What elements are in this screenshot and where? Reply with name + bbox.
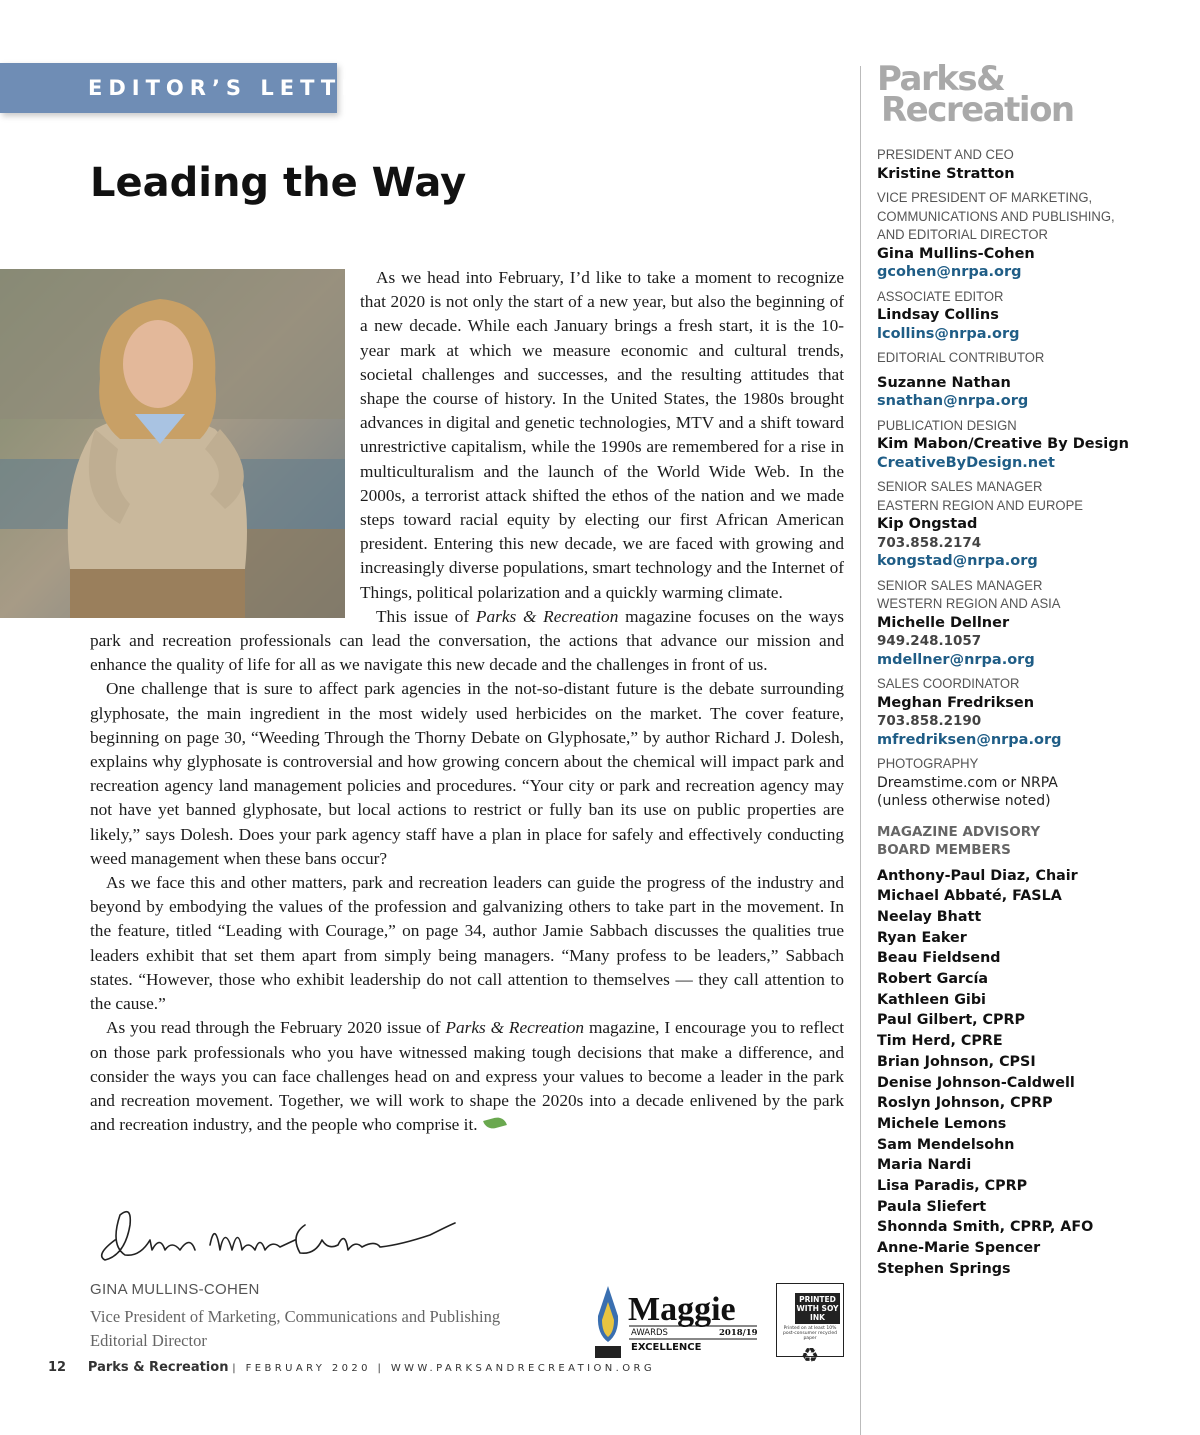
svg-text:2018/19: 2018/19: [719, 1328, 758, 1338]
paragraph-5: As you read through the February 2020 issue of Parks & Recreation magazine, I encourage you to reflect on those park professionals who you have witnessed making tough decisions that make a difference, and consider the ways you can face challenges head on and express your values to become a leader in the park and recreation movement. Together, we will work to shape the 2020s into a decade enlivened by the park and recreation industry, and the people who comprise it.: [90, 1018, 845, 1135]
list-item: Shonnda Smith, CPRP, AFO: [877, 1219, 1094, 1236]
advisory-board-heading: MAGAZINE ADVISORY BOARD MEMBERS: [877, 823, 1041, 858]
handwritten-signature: [90, 1195, 470, 1275]
email-link[interactable]: lcollins@nrpa.org: [877, 325, 1020, 342]
page-title: Leading the Way: [90, 160, 467, 206]
list-item: Kathleen Gibi: [877, 991, 986, 1008]
footer-date-url: | FEBRUARY 2020 | WWW.PARKSANDRECREATION.ORG: [232, 1363, 655, 1374]
signature-name: GINA MULLINS-COHEN: [90, 1281, 260, 1298]
list-item: Michele Lemons: [877, 1115, 1007, 1132]
photo-wrap-spacer: [90, 266, 360, 628]
email-link[interactable]: gcohen@nrpa.org: [877, 264, 1022, 280]
leaf-icon: [483, 1115, 507, 1130]
page-footer: [48, 1360, 655, 1375]
signature-title: Vice President of Marketing, Communications and Publishing Editorial Director: [90, 1307, 501, 1350]
paragraph-1: As we head into February, I’d like to take a moment to recognize that 2020 is not only the start of a new year, but also the beginning of a new decade. While each January brings a fresh start, it is the 10-year mark at which we measure economic and cultural trends, societal challenges and successes, and the resulting attitudes that shape the course of history. In the United States, the 1980s brought advances in digital and genetic technologies, MTV and a shift toward unrestrictive capitalism, while the 1990s are remembered for a rise in multiculturalism and the launch of the World Wide Web. In the 2000s, a terrorist attack shifted the ethos of the nation and we made steps toward racial equity by electing our first African American president. Entering this new decade, we are faced with growing and increasingly diverse populations, smart technology and the Internet of Things, political polarization and a quickly warming climate.: [360, 268, 844, 602]
svg-text:AWARDS: AWARDS: [631, 1328, 668, 1338]
list-item: Michael Abbaté, FASLA: [877, 888, 1062, 905]
list-item: Paula Sliefert: [877, 1198, 987, 1215]
parks-recreation-logo: Parks& Recreation: [877, 59, 1074, 130]
list-item: Anne-Marie Spencer: [877, 1240, 1041, 1257]
footer-magazine: Parks & Recreation: [87, 1360, 229, 1375]
email-link[interactable]: mdellner@nrpa.org: [877, 651, 1035, 668]
masthead: Parks& Recreation PRESIDENT AND CEO Kristine Stratton VICE PRESIDENT OF MARKETING, COMMUNICATIONS AND PUBLISHING, AND EDITORIAL DIRECTOR Gina Mullins-Cohen gcohen@nrpa.org ASSOCIATE EDITOR Lindsay Collins lcollins@nrpa.org EDITORIAL CONTRIBUTOR Suzanne Nathan snathan@nrpa.org PUBLICATION DESIGN Kim Mabon/Creative By Design CreativeByDesign.net SENIOR SALES MANAGER EASTERN REGION AND EUROPE Kip Ongstad 703.858.2174 kongstad@nrpa.org SENIOR SALES MANAGER WESTERN REGION AND ASIA Michelle Dellner 949.248.1057 mdellner@nrpa.org SALES COORDINATOR Meghan Fredriksen 703.858.2190 mfredriksen@nrpa.org PHOTOGRAPHY Dreamstime.com or NRPA (unless otherwise noted) MAGAZINE ADVISORY BOARD MEMBERS Anthony-Paul Diaz, Chair Michael Abbaté, FASLA Neelay Bhatt Ryan Eaker Beau Fieldsend Robert García Kathleen Gibi Paul Gilbert, CPRP Tim Herd, CPRE Brian Johnson, CPSI Denise Johnson-Caldwell Roslyn Johnson, CPRP Michele Lemons Sam Mendelsohn Maria Nardi Lisa Paradis, CPRP Paula Sliefert Shonnda Smith, CPRP, AFO Anne-Marie Spencer Stephen Springs: [877, 64, 1187, 1280]
email-link[interactable]: snathan@nrpa.org: [877, 393, 1029, 409]
email-link[interactable]: mfredriksen@nrpa.org: [877, 731, 1062, 748]
article-body: [90, 266, 844, 1137]
list-item: Brian Johnson, CPSI: [877, 1053, 1036, 1070]
list-item: Anthony-Paul Diaz, Chair: [877, 867, 1078, 884]
website-link[interactable]: CreativeByDesign.net: [877, 454, 1055, 471]
list-item: Robert García: [877, 971, 989, 988]
page-number: 12: [48, 1360, 67, 1375]
maggie-awards-logo: [595, 1282, 765, 1360]
list-item: Paul Gilbert, CPRP: [877, 1012, 1026, 1029]
list-item: Neelay Bhatt: [877, 908, 982, 925]
list-item: Maria Nardi: [877, 1157, 972, 1174]
email-link[interactable]: kongstad@nrpa.org: [877, 553, 1038, 569]
paragraph-2: This issue of Parks & Recreation magazine focuses on the ways park and recreation professionals can lead the conversation, the actions that advance our mission and enhance the quality of life for all as we navigate this new decade and the challenges in front of us.: [90, 606, 844, 675]
paragraph-4: As we face this and other matters, park and recreation leaders can guide the progress of the industry and beyond by embodying the values of the profession and galvanizing others to take part in the movement. In the feature, titled “Leading with Courage,” on page 34, author Jamie Sabbach discusses the qualities true leaders exhibit that set them apart from simply being managers. “Many profess to be leaders,” Sabbach states. “However, those who exhibit leadership do not call attention to themselves — they call attention to the cause.”: [90, 873, 844, 1014]
svg-text:Maggie: Maggie: [628, 1291, 736, 1328]
section-banner: EDITOR’S LETTER: [0, 63, 337, 113]
column-divider: [860, 66, 861, 1435]
list-item: Stephen Springs: [877, 1260, 1011, 1277]
list-item: Roslyn Johnson, CPRP: [877, 1095, 1053, 1112]
soy-ink-badge: PRINTED WITH SOY INK Printed on at least 10% post-consumer recycled paper ♻: [776, 1283, 844, 1357]
advisory-board-list: [877, 866, 1187, 1280]
list-item: Beau Fieldsend: [877, 950, 1001, 967]
svg-text:EXCELLENCE: EXCELLENCE: [631, 1342, 702, 1353]
list-item: Denise Johnson-Caldwell: [877, 1074, 1075, 1091]
list-item: Tim Herd, CPRE: [877, 1033, 1003, 1050]
list-item: Lisa Paradis, CPRP: [877, 1178, 1028, 1195]
list-item: Ryan Eaker: [877, 929, 967, 946]
paragraph-3: One challenge that is sure to affect park agencies in the not-so-distant future is the debate surrounding glyphosate, the main ingredient in the most widely used herbicides on the market. The cover feature, beginning on page 30, “Weeding Through the Thorny Debate on Glyphosate,” by author Richard J. Dolesh, explains why glyphosate is controversial and how growing concern about the chemical will impact park and recreation agency land management policies and procedures. “Your city or park and recreation agency may not have yet banned glyphosate, but local actions to restrict or fully ban its use on public properties are likely,” says Dolesh. Does your park agency staff have a plan in place for safely and effectively conducting weed management when these bans occur?: [90, 679, 844, 868]
list-item: Sam Mendelsohn: [877, 1136, 1015, 1153]
recycle-icon: ♻: [801, 1343, 819, 1367]
